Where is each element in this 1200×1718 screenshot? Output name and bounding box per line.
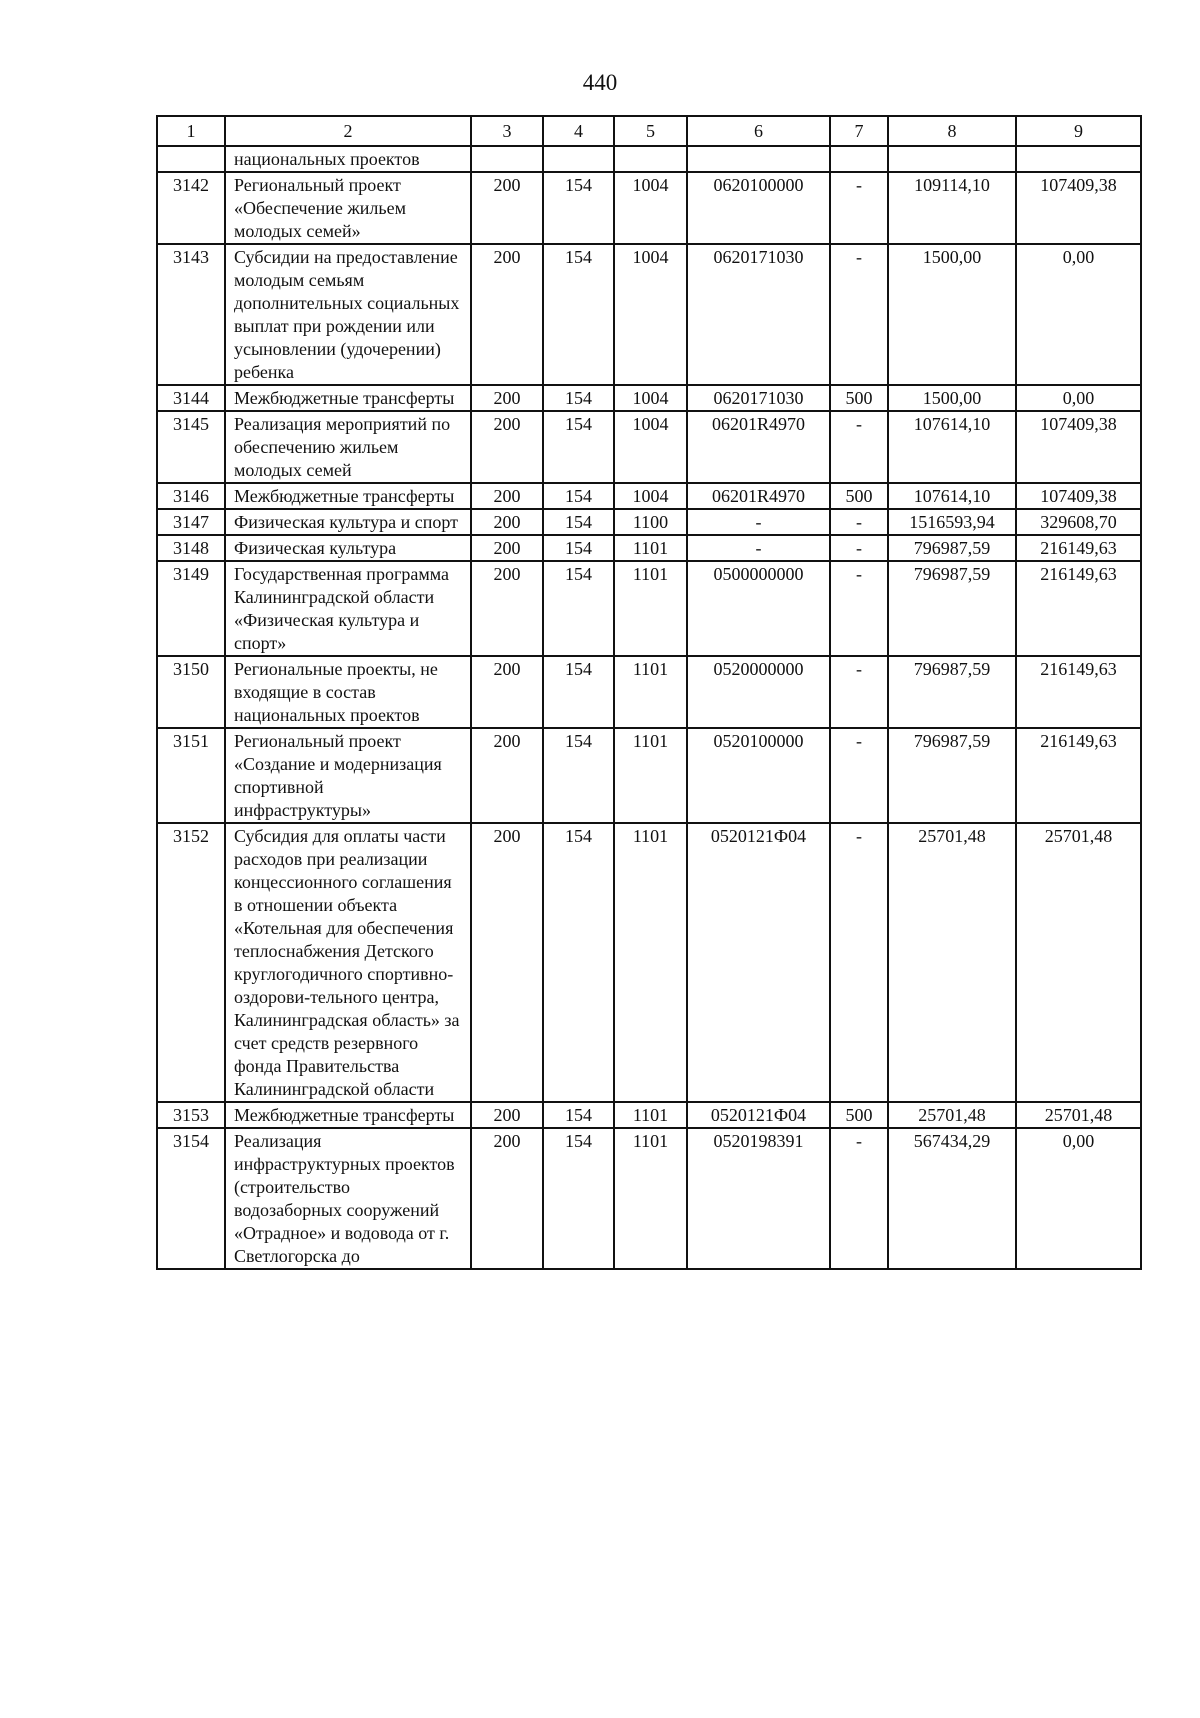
col-3-value: 200: [471, 1102, 543, 1128]
col-4-value: 154: [543, 1128, 614, 1269]
col-8-amount: 567434,29: [888, 1128, 1016, 1269]
col-6-value: 06201R4970: [687, 483, 830, 509]
col-5-value: 1004: [614, 385, 687, 411]
table-row: [157, 244, 1141, 385]
col-5-value: [614, 146, 687, 172]
table-row: [157, 656, 1141, 728]
col-7-value: -: [830, 1128, 888, 1269]
col-8-amount: 25701,48: [888, 1102, 1016, 1128]
row-number: 3144: [157, 385, 225, 411]
row-number: 3154: [157, 1128, 225, 1269]
col-4-value: 154: [543, 483, 614, 509]
col-5-value: 1101: [614, 1128, 687, 1269]
table-row: [157, 509, 1141, 535]
table-row: [157, 385, 1141, 411]
col-7-value: -: [830, 244, 888, 385]
col-4-value: 154: [543, 509, 614, 535]
col-6-value: 0620100000: [687, 172, 830, 244]
col-9-amount: 216149,63: [1016, 561, 1141, 656]
col-3-value: 200: [471, 535, 543, 561]
table-row: [157, 172, 1141, 244]
col-8-amount: 1516593,94: [888, 509, 1016, 535]
table-row: [157, 535, 1141, 561]
col-9-amount: 107409,38: [1016, 483, 1141, 509]
col-3-value: 200: [471, 656, 543, 728]
row-name: Физическая культура и спорт: [225, 509, 471, 535]
row-number: 3152: [157, 823, 225, 1102]
col-8-amount: 796987,59: [888, 535, 1016, 561]
col-4-value: 154: [543, 411, 614, 483]
col-9-amount: 25701,48: [1016, 1102, 1141, 1128]
col-9-amount: 216149,63: [1016, 535, 1141, 561]
col-7-value: 500: [830, 483, 888, 509]
header-row: [157, 116, 1141, 146]
col-4-value: [543, 146, 614, 172]
column-header: 6: [687, 116, 830, 146]
row-name: Региональные проекты, не входящие в состав национальных проектов: [225, 656, 471, 728]
table-row: [157, 483, 1141, 509]
row-name: Межбюджетные трансферты: [225, 483, 471, 509]
col-6-value: 0520198391: [687, 1128, 830, 1269]
col-5-value: 1004: [614, 483, 687, 509]
col-8-amount: [888, 146, 1016, 172]
row-number: 3148: [157, 535, 225, 561]
col-6-value: [687, 146, 830, 172]
col-5-value: 1101: [614, 1102, 687, 1128]
column-header: 4: [543, 116, 614, 146]
col-7-value: [830, 146, 888, 172]
col-6-value: 0620171030: [687, 244, 830, 385]
col-4-value: 154: [543, 728, 614, 823]
row-name: Субсидии на предоставление молодым семьям дополнительных социальных выплат при рождении или усыновлении (удочерении) ребенка: [225, 244, 471, 385]
row-number: 3142: [157, 172, 225, 244]
col-9-amount: [1016, 146, 1141, 172]
row-name: Реализация мероприятий по обеспечению жильем молодых семей: [225, 411, 471, 483]
col-9-amount: 0,00: [1016, 385, 1141, 411]
row-name: Межбюджетные трансферты: [225, 385, 471, 411]
col-9-amount: 107409,38: [1016, 172, 1141, 244]
table-row: [157, 823, 1141, 1102]
row-name: Физическая культура: [225, 535, 471, 561]
table-row: [157, 728, 1141, 823]
col-3-value: 200: [471, 244, 543, 385]
col-9-amount: 329608,70: [1016, 509, 1141, 535]
col-5-value: 1101: [614, 535, 687, 561]
col-8-amount: 1500,00: [888, 244, 1016, 385]
col-3-value: 200: [471, 385, 543, 411]
col-7-value: -: [830, 823, 888, 1102]
col-5-value: 1101: [614, 561, 687, 656]
col-8-amount: 796987,59: [888, 656, 1016, 728]
col-6-value: 0520100000: [687, 728, 830, 823]
col-3-value: 200: [471, 823, 543, 1102]
row-number: 3146: [157, 483, 225, 509]
col-6-value: 0500000000: [687, 561, 830, 656]
col-7-value: -: [830, 172, 888, 244]
row-number: 3145: [157, 411, 225, 483]
col-7-value: -: [830, 411, 888, 483]
col-7-value: -: [830, 728, 888, 823]
row-name: Государственная программа Калининградской области «Физическая культура и спорт»: [225, 561, 471, 656]
col-6-value: -: [687, 535, 830, 561]
column-header: 8: [888, 116, 1016, 146]
row-number: 3150: [157, 656, 225, 728]
col-8-amount: 109114,10: [888, 172, 1016, 244]
col-3-value: 200: [471, 172, 543, 244]
col-4-value: 154: [543, 656, 614, 728]
row-name: национальных проектов: [225, 146, 471, 172]
col-6-value: 0520121Ф04: [687, 823, 830, 1102]
col-9-amount: 107409,38: [1016, 411, 1141, 483]
column-header: 9: [1016, 116, 1141, 146]
budget-table: [156, 115, 1142, 1270]
col-9-amount: 0,00: [1016, 1128, 1141, 1269]
table-row: [157, 411, 1141, 483]
row-number: 3149: [157, 561, 225, 656]
col-5-value: 1101: [614, 823, 687, 1102]
col-6-value: 0620171030: [687, 385, 830, 411]
col-8-amount: 25701,48: [888, 823, 1016, 1102]
col-6-value: 06201R4970: [687, 411, 830, 483]
col-3-value: [471, 146, 543, 172]
col-9-amount: 216149,63: [1016, 728, 1141, 823]
col-4-value: 154: [543, 535, 614, 561]
col-3-value: 200: [471, 561, 543, 656]
col-3-value: 200: [471, 1128, 543, 1269]
table-row: [157, 561, 1141, 656]
col-8-amount: 107614,10: [888, 411, 1016, 483]
col-7-value: -: [830, 656, 888, 728]
col-7-value: 500: [830, 385, 888, 411]
row-number: [157, 146, 225, 172]
row-name: Региональный проект «Обеспечение жильем молодых семей»: [225, 172, 471, 244]
row-name: Реализация инфраструктурных проектов (строительство водозаборных сооружений «Отрадное» и водовода от г. Светлогорска до: [225, 1128, 471, 1269]
col-5-value: 1101: [614, 728, 687, 823]
col-7-value: 500: [830, 1102, 888, 1128]
col-5-value: 1100: [614, 509, 687, 535]
col-7-value: -: [830, 561, 888, 656]
col-6-value: 0520000000: [687, 656, 830, 728]
col-3-value: 200: [471, 509, 543, 535]
table-row: [157, 1102, 1141, 1128]
col-4-value: 154: [543, 1102, 614, 1128]
col-3-value: 200: [471, 411, 543, 483]
col-7-value: -: [830, 535, 888, 561]
column-header: 2: [225, 116, 471, 146]
col-4-value: 154: [543, 561, 614, 656]
col-5-value: 1101: [614, 656, 687, 728]
table-body: [157, 146, 1141, 1269]
row-name: Межбюджетные трансферты: [225, 1102, 471, 1128]
row-number: 3143: [157, 244, 225, 385]
table-row: [157, 1128, 1141, 1269]
col-9-amount: 216149,63: [1016, 656, 1141, 728]
col-6-value: -: [687, 509, 830, 535]
col-3-value: 200: [471, 728, 543, 823]
column-header: 5: [614, 116, 687, 146]
column-header: 3: [471, 116, 543, 146]
col-5-value: 1004: [614, 172, 687, 244]
col-5-value: 1004: [614, 411, 687, 483]
col-6-value: 0520121Ф04: [687, 1102, 830, 1128]
col-9-amount: 25701,48: [1016, 823, 1141, 1102]
col-8-amount: 1500,00: [888, 385, 1016, 411]
row-number: 3151: [157, 728, 225, 823]
col-8-amount: 107614,10: [888, 483, 1016, 509]
col-4-value: 154: [543, 244, 614, 385]
col-8-amount: 796987,59: [888, 561, 1016, 656]
col-5-value: 1004: [614, 244, 687, 385]
col-9-amount: 0,00: [1016, 244, 1141, 385]
col-3-value: 200: [471, 483, 543, 509]
row-name: Региональный проект «Создание и модернизация спортивной инфраструктуры»: [225, 728, 471, 823]
column-header: 7: [830, 116, 888, 146]
table-row: [157, 146, 1141, 172]
col-4-value: 154: [543, 823, 614, 1102]
col-7-value: -: [830, 509, 888, 535]
row-number: 3147: [157, 509, 225, 535]
page-number: 440: [582, 70, 618, 95]
row-number: 3153: [157, 1102, 225, 1128]
row-name: Субсидия для оплаты части расходов при реализации концессионного соглашения в отношении объекта «Котельная для обеспечения теплоснабжения Детского круглогодичного спортивно-оздорови-тельного центра, Калининградская область» за счет средств резервного фонда Правительства Калининградской области: [225, 823, 471, 1102]
column-header: 1: [157, 116, 225, 146]
col-4-value: 154: [543, 172, 614, 244]
col-8-amount: 796987,59: [888, 728, 1016, 823]
col-4-value: 154: [543, 385, 614, 411]
